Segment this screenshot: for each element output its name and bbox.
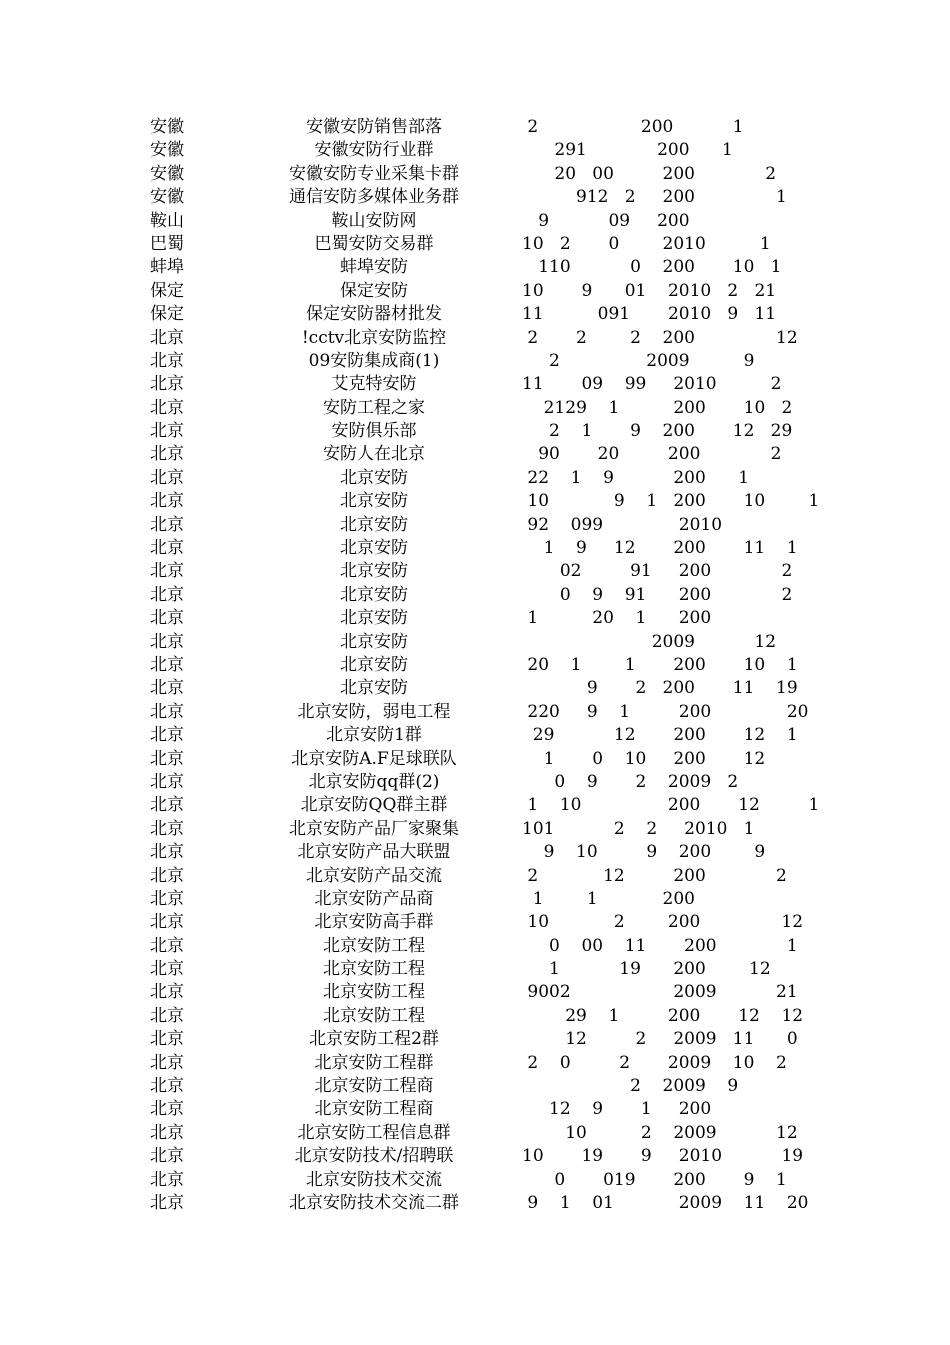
number-cell: 1 19 200 12 (522, 959, 771, 980)
group-name-cell: 北京安防qq群(2) (308, 771, 440, 792)
table-row (0, 420, 950, 443)
table-row (0, 841, 950, 864)
number-cell: 90 20 200 2 (522, 444, 782, 465)
group-name-cell: 北京安防工程2群 (309, 1029, 439, 1050)
table-row (0, 467, 950, 490)
region-cell: 北京 (150, 1169, 184, 1190)
table-row (0, 911, 950, 934)
group-name-cell: 北京安防 (340, 467, 408, 488)
table-row (0, 958, 950, 981)
number-cell: 9002 2009 21 (522, 982, 798, 1003)
number-cell: 2 2 2 200 12 (522, 327, 798, 348)
table-row (0, 163, 950, 186)
table-row (0, 935, 950, 958)
group-name-cell: 艾克特安防 (331, 374, 417, 395)
number-cell: 12 9 1 200 (522, 1099, 712, 1120)
number-cell: 2129 1 200 10 2 (522, 397, 793, 418)
table-row (0, 210, 950, 233)
number-cell: 10 2 0 2010 1 (522, 233, 771, 254)
number-cell: 11 091 2010 9 11 (522, 304, 777, 325)
region-cell: 北京 (150, 397, 184, 418)
region-cell: 北京 (150, 818, 184, 839)
number-cell: 0 9 91 200 2 (522, 584, 793, 605)
group-name-cell: 北京安防工程商 (314, 1099, 434, 1120)
region-cell: 安徽 (150, 187, 184, 208)
group-name-cell: 北京安防产品商 (314, 888, 434, 909)
group-name-cell: 保定安防 (340, 280, 408, 301)
number-cell: 2 2009 9 (522, 350, 755, 371)
table-row (0, 794, 950, 817)
group-name-cell: 安防工程之家 (323, 397, 425, 418)
region-cell: 北京 (150, 1192, 184, 1213)
group-name-cell: 北京安防 (340, 514, 408, 535)
region-cell: 北京 (150, 584, 184, 605)
number-cell: 1 20 1 200 (522, 608, 712, 629)
number-cell: 20 00 200 2 (522, 163, 777, 184)
number-cell: 92 099 2010 (522, 514, 723, 535)
table-row (0, 654, 950, 677)
table-row (0, 139, 950, 162)
group-name-cell: 北京安防 (340, 584, 408, 605)
table-row (0, 584, 950, 607)
group-name-cell: 北京安防工程信息群 (297, 1122, 451, 1143)
group-name-cell: 09安防集成商(1) (308, 350, 440, 371)
number-cell: 2 1 9 200 12 29 (522, 421, 793, 442)
region-cell: 保定 (150, 280, 184, 301)
region-cell: 巴蜀 (150, 233, 184, 254)
group-name-cell: 北京安防QQ群主群 (300, 795, 448, 816)
number-cell: 2 12 200 2 (522, 865, 787, 886)
table-row (0, 1028, 950, 1051)
number-cell: 10 2 200 12 (522, 912, 804, 933)
group-name-cell: 北京安防工程 (323, 982, 425, 1003)
table-row (0, 233, 950, 256)
group-name-cell: 安徽安防专业采集卡群 (289, 163, 459, 184)
group-name-cell: 北京安防，弱电工程 (297, 701, 451, 722)
region-cell: 北京 (150, 467, 184, 488)
table-row (0, 631, 950, 654)
group-name-cell: 北京安防工程 (323, 1005, 425, 1026)
table-row (0, 560, 950, 583)
region-cell: 北京 (150, 631, 184, 652)
table-row (0, 981, 950, 1004)
table-row (0, 1122, 950, 1145)
table-row (0, 256, 950, 279)
number-cell: 10 2 2009 12 (522, 1122, 798, 1143)
table-row (0, 1075, 950, 1098)
number-cell: 29 12 200 12 1 (522, 725, 798, 746)
group-name-cell: 北京安防产品交流 (306, 865, 442, 886)
group-name-cell: 北京安防工程 (323, 935, 425, 956)
group-name-cell: 安防俱乐部 (331, 421, 417, 442)
group-name-cell: 安防人在北京 (323, 444, 425, 465)
group-name-cell: 北京安防技术/招聘联 (294, 1146, 454, 1167)
region-cell: 北京 (150, 725, 184, 746)
number-cell: 12 2 2009 11 0 (522, 1029, 798, 1050)
table-row (0, 748, 950, 771)
number-cell: 10 19 9 2010 19 (522, 1146, 804, 1167)
region-cell: 北京 (150, 654, 184, 675)
number-cell: 11 09 99 2010 2 (522, 374, 782, 395)
group-name-cell: 北京安防1群 (326, 725, 422, 746)
number-cell: 1 1 200 (522, 888, 695, 909)
group-name-cell: 北京安防工程商 (314, 1076, 434, 1097)
number-cell: 1 0 10 200 12 (522, 748, 766, 769)
region-cell: 安徽 (150, 117, 184, 137)
table-row (0, 303, 950, 326)
group-name-cell: 北京安防 (340, 561, 408, 582)
number-cell: 2 0 2 2009 10 2 (522, 1052, 787, 1073)
region-cell: 北京 (150, 1052, 184, 1073)
table-row (0, 514, 950, 537)
group-name-cell: 北京安防技术交流 (306, 1169, 442, 1190)
table-row (0, 1169, 950, 1192)
group-name-cell: !cctv北京安防监控 (301, 327, 447, 348)
group-name-cell: 北京安防技术交流二群 (289, 1192, 459, 1213)
table-row (0, 280, 950, 303)
region-cell: 鞍山 (150, 210, 184, 231)
table-row (0, 677, 950, 700)
table-row (0, 397, 950, 420)
region-cell: 北京 (150, 771, 184, 792)
group-name-cell: 安徽安防销售部落 (306, 117, 442, 137)
region-cell: 北京 (150, 842, 184, 863)
table-row (0, 1145, 950, 1168)
table-row (0, 373, 950, 396)
region-cell: 北京 (150, 421, 184, 442)
number-cell: 2 200 1 (522, 117, 744, 137)
table-row (0, 865, 950, 888)
region-cell: 北京 (150, 1146, 184, 1167)
table-row (0, 490, 950, 513)
group-name-cell: 北京安防 (340, 654, 408, 675)
number-cell: 912 2 200 1 (522, 187, 787, 208)
group-name-cell: 北京安防 (340, 538, 408, 559)
table-row (0, 116, 950, 139)
group-name-cell: 北京安防A.F足球联队 (291, 748, 457, 769)
table-row (0, 1052, 950, 1075)
number-cell: 291 200 1 (522, 140, 733, 161)
region-cell: 北京 (150, 678, 184, 699)
group-name-cell: 北京安防 (340, 608, 408, 629)
group-name-cell: 鞍山安防网 (331, 210, 417, 231)
region-cell: 北京 (150, 935, 184, 956)
number-cell: 10 9 1 200 10 1 (522, 491, 820, 512)
number-cell: 101 2 2 2010 1 (522, 818, 755, 839)
region-cell: 北京 (150, 350, 184, 371)
region-cell: 北京 (150, 1122, 184, 1143)
region-cell: 北京 (150, 1005, 184, 1026)
group-name-cell: 北京安防产品厂家聚集 (289, 818, 459, 839)
region-cell: 北京 (150, 865, 184, 886)
table-row (0, 607, 950, 630)
group-name-cell: 通信安防多媒体业务群 (289, 187, 459, 208)
table-row (0, 701, 950, 724)
region-cell: 蚌埠 (150, 257, 184, 278)
group-name-cell: 北京安防 (340, 678, 408, 699)
group-name-cell: 巴蜀安防交易群 (314, 233, 434, 254)
number-cell: 0 019 200 9 1 (522, 1169, 787, 1190)
table-row (0, 818, 950, 841)
number-cell: 22 1 9 200 1 (522, 467, 750, 488)
number-cell: 2 2009 9 (522, 1076, 739, 1097)
region-cell: 北京 (150, 982, 184, 1003)
number-cell: 9 10 9 200 9 (522, 842, 766, 863)
region-cell: 北京 (150, 374, 184, 395)
group-name-cell: 蚌埠安防 (340, 257, 408, 278)
table-row (0, 724, 950, 747)
region-cell: 北京 (150, 959, 184, 980)
number-cell: 20 1 1 200 10 1 (522, 654, 798, 675)
group-name-cell: 北京安防高手群 (314, 912, 434, 933)
table-row (0, 186, 950, 209)
region-cell: 北京 (150, 1076, 184, 1097)
region-cell: 北京 (150, 748, 184, 769)
region-cell: 北京 (150, 514, 184, 535)
number-cell: 110 0 200 10 1 (522, 257, 782, 278)
region-cell: 北京 (150, 561, 184, 582)
number-cell: 9 2 200 11 19 (522, 678, 798, 699)
region-cell: 保定 (150, 304, 184, 325)
region-cell: 安徽 (150, 163, 184, 184)
number-cell: 0 00 11 200 1 (522, 935, 798, 956)
table-row (0, 888, 950, 911)
region-cell: 北京 (150, 1099, 184, 1120)
region-cell: 北京 (150, 444, 184, 465)
group-name-cell: 保定安防器材批发 (306, 304, 442, 325)
region-cell: 北京 (150, 538, 184, 559)
table-row (0, 1098, 950, 1121)
number-cell: 220 9 1 200 20 (522, 701, 809, 722)
group-name-cell: 北京安防工程 (323, 959, 425, 980)
table-row (0, 443, 950, 466)
number-cell: 9 09 200 (522, 210, 690, 231)
number-cell: 2009 12 (522, 631, 777, 652)
table-row (0, 771, 950, 794)
region-cell: 北京 (150, 608, 184, 629)
region-cell: 北京 (150, 912, 184, 933)
table-row (0, 350, 950, 373)
region-cell: 北京 (150, 795, 184, 816)
region-cell: 安徽 (150, 140, 184, 161)
number-cell: 1 9 12 200 11 1 (522, 538, 798, 559)
table-row (0, 1005, 950, 1028)
group-name-cell: 北京安防 (340, 491, 408, 512)
table-row (0, 537, 950, 560)
region-cell: 北京 (150, 491, 184, 512)
table-row (0, 327, 950, 350)
group-name-cell: 北京安防 (340, 631, 408, 652)
number-cell: 1 10 200 12 1 (522, 795, 820, 816)
table-row (0, 1192, 950, 1215)
data-table (0, 116, 950, 1215)
group-name-cell: 北京安防产品大联盟 (297, 842, 451, 863)
number-cell: 29 1 200 12 12 (522, 1005, 804, 1026)
region-cell: 北京 (150, 888, 184, 909)
region-cell: 北京 (150, 701, 184, 722)
group-name-cell: 安徽安防行业群 (314, 140, 434, 161)
number-cell: 02 91 200 2 (522, 561, 793, 582)
number-cell: 10 9 01 2010 2 21 (522, 280, 777, 301)
region-cell: 北京 (150, 1029, 184, 1050)
number-cell: 0 9 2 2009 2 (522, 771, 739, 792)
number-cell: 9 1 01 2009 11 20 (522, 1192, 809, 1213)
group-name-cell: 北京安防工程群 (314, 1052, 434, 1073)
region-cell: 北京 (150, 327, 184, 348)
